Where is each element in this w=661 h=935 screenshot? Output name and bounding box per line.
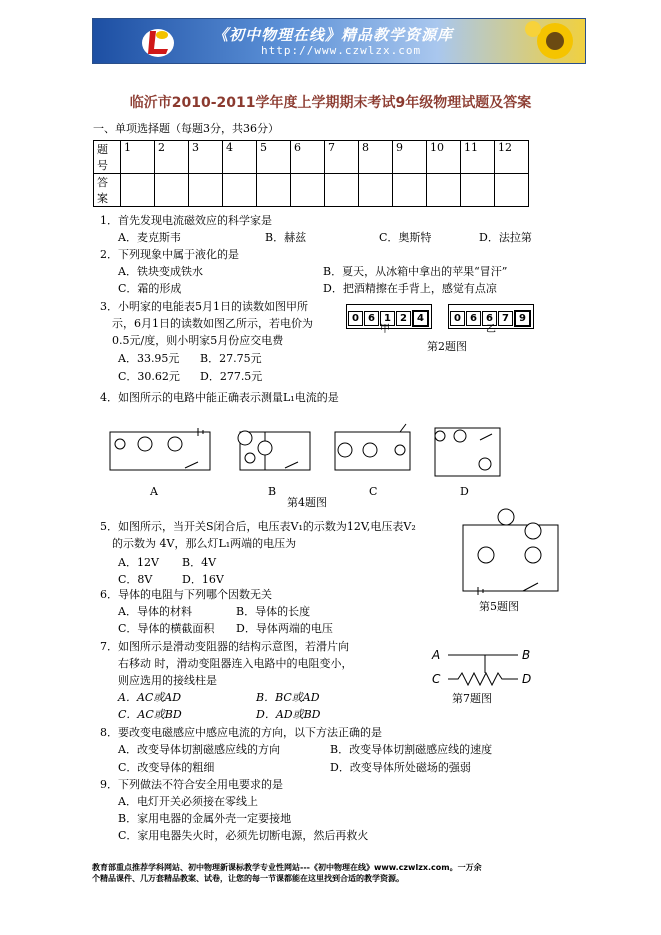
option-a: A．33.95元 (118, 352, 180, 365)
option-b: B．导体的长度 (236, 605, 311, 618)
option-d: D．法拉第 (479, 231, 532, 244)
question-4-stem: 4．如图所示的电路中能正确表示测量L₁电流的是 (100, 391, 339, 404)
table-row (94, 174, 529, 207)
table-cell: 4 (223, 141, 257, 174)
option-b: B．BC或AD (256, 691, 320, 704)
answer-cell[interactable] (393, 174, 427, 207)
option-a: A．电灯开关必须接在零线上 (118, 795, 258, 808)
question-5-line1: 5．如图所示，当开关S闭合后，电压表V₁的示数为12V,电压表V₂ (100, 520, 416, 533)
answer-cell[interactable] (121, 174, 155, 207)
table-cell: 8 (359, 141, 393, 174)
circuit-b (238, 431, 310, 470)
svg-text:B: B (522, 648, 531, 662)
circuit-label-c: C (369, 485, 378, 498)
section-heading: 一、单项选择题（每题3分，共36分） (93, 122, 279, 135)
table-cell: 5 (257, 141, 291, 174)
table-cell: 9 (393, 141, 427, 174)
table-cell: 1 (121, 141, 155, 174)
table-cell-label: 答案 (94, 174, 121, 207)
option-d: D．把酒精擦在手背上，感觉有点凉 (323, 282, 497, 295)
circuit-label-a: A (150, 485, 158, 498)
banner-title: 《初中物理在线》精品教学资源库 (213, 26, 454, 44)
meter-digit: 4 (412, 310, 429, 327)
table-cell: 12 (495, 141, 529, 174)
question-5-line2: 的示数为 4V，那么灯L₁两端的电压为 (112, 537, 297, 550)
meter-digit: 0 (348, 311, 363, 326)
option-b: B．改变导体切割磁感应线的速度 (330, 743, 493, 756)
question-9-stem: 9．下列做法不符合安全用电要求的是 (100, 778, 283, 791)
answer-cell[interactable] (427, 174, 461, 207)
answer-table (93, 140, 529, 207)
answer-cell[interactable] (223, 174, 257, 207)
option-c: C．霜的形成 (118, 282, 182, 295)
meter-digit: 6 (482, 311, 497, 326)
option-b: B．4V (182, 556, 217, 569)
circuit-diagram-q5 (458, 505, 568, 601)
option-d: D．改变导体所处磁场的强弱 (330, 761, 471, 774)
option-d: D．导体两端的电压 (236, 622, 333, 635)
table-cell: 11 (461, 141, 495, 174)
meter-digit: 0 (450, 311, 465, 326)
option-d: D．16V (182, 573, 224, 586)
meter-digit: 6 (364, 311, 379, 326)
svg-text:C: C (432, 672, 441, 686)
option-b: B．家用电器的金属外壳一定要接地 (118, 812, 292, 825)
page-title: 临沂市2010-2011学年度上学期期末考试9年级物理试题及答案 (129, 95, 532, 111)
option-a: A．改变导体切割磁感应线的方向 (118, 743, 280, 756)
circuit-label-d: D (460, 485, 469, 498)
question-3-line3: 0.5元/度，则小明家5月份应交电费 (112, 334, 284, 347)
table-cell-label: 题号 (94, 141, 121, 174)
option-c: C．30.62元 (118, 370, 180, 383)
answer-cell[interactable] (155, 174, 189, 207)
option-c: C．AC或BD (118, 708, 182, 721)
footer-line: 个精品课件、几万套精品教案、试卷，让您的每一节课都能在这里找到合适的教学资源。 (92, 874, 404, 883)
question-3-line2: 示，6月1日的读数如图乙所示，若电价为 (112, 317, 313, 330)
option-d: D．AD或BD (256, 708, 321, 721)
option-a: A．12V (118, 556, 159, 569)
meter-digit: 7 (498, 311, 513, 326)
option-c: C．家用电器失火时，必须先切断电源，然后再救火 (118, 829, 369, 842)
meter-digit: 1 (380, 311, 395, 326)
circuit-c (335, 424, 410, 470)
meter-jia-label: 甲 (380, 324, 390, 335)
table-cell: 2 (155, 141, 189, 174)
footer (92, 862, 592, 884)
option-b: B．27.75元 (200, 352, 262, 365)
option-b: B．赫兹 (265, 231, 307, 244)
sunflower-icon (523, 19, 583, 63)
answer-cell[interactable] (461, 174, 495, 207)
circuit-diagrams-q4 (100, 420, 510, 490)
option-c: C．8V (118, 573, 153, 586)
meter-digit: 6 (466, 311, 481, 326)
svg-text:A: A (432, 648, 441, 662)
option-b: B．夏天，从冰箱中拿出的苹果“冒汗” (323, 265, 508, 278)
circuit-label-b: B (268, 485, 277, 498)
question-6-stem: 6．导体的电阻与下列哪个因数无关 (100, 588, 272, 601)
answer-cell[interactable] (359, 174, 393, 207)
figure-caption: 第4题图 (287, 496, 327, 509)
answer-cell[interactable] (257, 174, 291, 207)
footer-line: 教育部重点推荐学科网站、初中物理新课标教学专业性网站---《初中物理在线》www.czwlzx.com。一万余 (92, 863, 482, 872)
table-cell: 7 (325, 141, 359, 174)
option-a: A．AC或AD (118, 691, 182, 704)
figure-caption: 第7题图 (452, 692, 492, 705)
figure-caption: 第2题图 (427, 340, 467, 353)
option-d: D．277.5元 (200, 370, 263, 383)
option-c: C．改变导体的粗细 (118, 761, 215, 774)
option-a: A．麦克斯韦 (118, 231, 181, 244)
header-banner (92, 18, 586, 64)
option-a: A．铁块变成铁水 (118, 265, 203, 278)
logo-icon (138, 21, 178, 61)
figure-caption: 第5题图 (479, 600, 519, 613)
svg-text:D: D (522, 672, 532, 686)
answer-cell[interactable] (325, 174, 359, 207)
option-a: A．导体的材料 (118, 605, 192, 618)
option-c: C．导体的横截面积 (118, 622, 215, 635)
meter-digit: 9 (514, 310, 531, 327)
question-3-line1: 3．小明家的电能表5月1日的读数如图甲所 (100, 300, 308, 313)
answer-cell[interactable] (495, 174, 529, 207)
table-cell: 3 (189, 141, 223, 174)
circuit-a (110, 428, 210, 470)
question-7-line1: 7．如图所示是滑动变阻器的结构示意图，若滑片向 (100, 640, 349, 653)
meter-digit: 2 (396, 311, 411, 326)
banner-url[interactable]: http://www.czwlzx.com (261, 44, 422, 57)
question-1-stem: 1．首先发现电流磁效应的科学家是 (100, 214, 272, 227)
answer-cell[interactable] (189, 174, 223, 207)
question-8-stem: 8．要改变电磁感应中感应电流的方向，以下方法正确的是 (100, 726, 382, 739)
answer-cell[interactable] (291, 174, 325, 207)
table-cell: 6 (291, 141, 325, 174)
question-7-line2: 右移动 时，滑动变阻器连入电路中的电阻变小， (118, 657, 353, 670)
question-7-line3: 则应选用的接线柱是 (118, 674, 217, 687)
question-2-stem: 2．下列现象中属于液化的是 (100, 248, 239, 261)
meter-yi-label: 乙 (486, 324, 496, 335)
table-row (94, 141, 529, 174)
circuit-d (435, 428, 500, 476)
option-c: C．奥斯特 (379, 231, 432, 244)
table-cell: 10 (427, 141, 461, 174)
rheostat-diagram (430, 645, 540, 687)
